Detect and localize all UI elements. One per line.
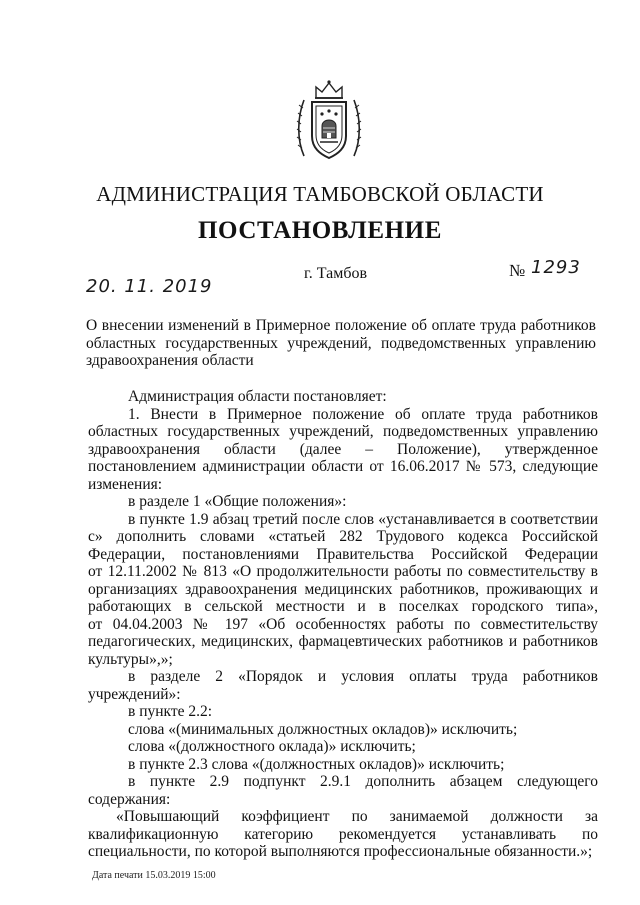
body-line: 1. Внести в Примерное положение об оплате труда работников (128, 405, 598, 423)
print-date-footer: Дата печати 15.03.2019 15:00 (92, 870, 216, 881)
body-line: культуры»,»; (88, 650, 173, 668)
document-subject (86, 317, 596, 370)
document-type-title: ПОСТАНОВЛЕНИЕ (197, 217, 443, 244)
body-line: областных государственных учреждений, подведомственных управлению (88, 423, 598, 440)
body-line: с» дополнить словами «статьей 282 Трудового кодекса Российской (88, 528, 598, 545)
body-line: Федерации, постановлениями Правительства Российской Федерации (88, 545, 598, 563)
body-line: специальности, по которой выполняются профессиональные обязанности.»; (88, 843, 593, 860)
body-line: педагогических, медицинских, фармацевтических работников и работников (88, 633, 598, 650)
body-line: от 12.11.2002 № 813 «О продолжительности работы по совместительству в (88, 563, 598, 580)
document-body (88, 388, 598, 861)
subject-line: здравоохранения области (86, 352, 254, 369)
body-line: квалификационную категорию рекомендуется устанавливать по (88, 825, 598, 843)
body-line: слова «(минимальных должностных окладов)» исключить; (128, 720, 518, 738)
body-line: в пункте 2.9 подпункт 2.9.1 дополнить абзацем следующего (128, 773, 598, 790)
number-sign: № (509, 261, 526, 280)
body-line: работающих в сельской местности и в поселках городского типа», (88, 598, 598, 615)
body-line: от 04.04.2003 № 197 «Об особенностях работы по совместительству (88, 615, 598, 633)
body-line: в разделе 1 «Общие положения»: (128, 493, 347, 510)
organization-name: АДМИНИСТРАЦИЯ ТАМБОВСКОЙ ОБЛАСТИ (96, 182, 544, 206)
body-line: здравоохранения области (далее – Положение), утвержденное (88, 440, 598, 458)
city-label: г. Тамбов (304, 265, 368, 282)
subject-line: О внесении изменений в Примерное положение об оплате труда работников (86, 317, 596, 334)
body-line: в разделе 2 «Порядок и условия оплаты труда работников учреждений»: (88, 668, 598, 703)
body-line: в пункте 2.2: (128, 703, 213, 720)
coat-of-arms-emblem (296, 78, 362, 162)
body-line: в пункте 2.3 слова «(должностных окладов)» исключить; (128, 755, 505, 773)
body-line: организациях здравоохранения медицинских работников, проживающих и (88, 580, 598, 598)
body-line: Администрация области постановляет: (128, 388, 387, 405)
handwritten-date: 20. 11. 2019 (86, 276, 213, 297)
body-line: слова «(должностного оклада)» исключить; (128, 738, 416, 755)
body-line: в пункте 1.9 абзац третий после слов «устанавливается в соответствии (128, 510, 598, 528)
handwritten-number: 1293 (531, 257, 581, 278)
body-line: изменения: (88, 475, 163, 493)
body-line: постановлением администрации области от 16.06.2017 № 573, следующие (88, 458, 598, 475)
subject-line: областных государственных учреждений, подведомственных управлению (86, 334, 596, 352)
body-line: содержания: (88, 790, 171, 808)
body-line: «Повышающий коэффициент по занимаемой должности за (116, 808, 598, 825)
